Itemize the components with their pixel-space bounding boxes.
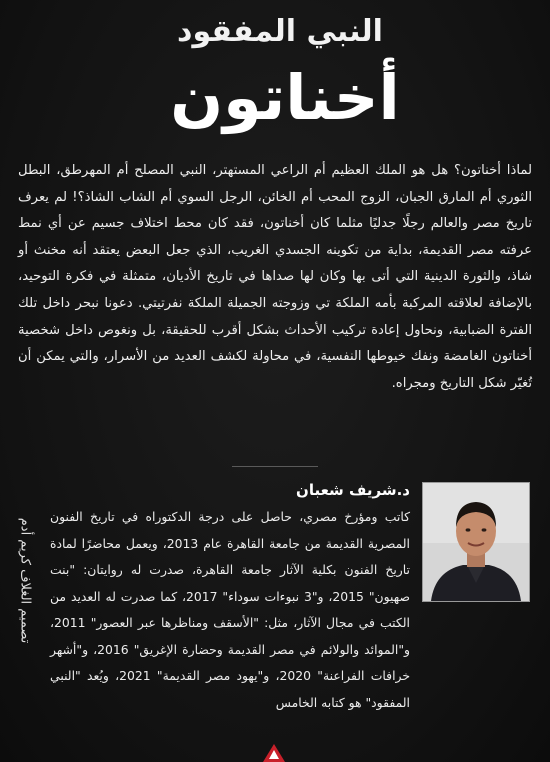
author-photo: [422, 482, 530, 602]
divider: [232, 466, 318, 467]
author-bio-text: كاتب ومؤرخ مصري، حاصل على درجة الدكتوراه في تاريخ الفنون المصرية القديمة من جامعة القاهرة عام 2013، ويعمل محاضرًا لمادة تاريخ الفنون بكلية الآثار جامعة القاهرة، صدرت له روايتان: "بنت صهيون" 2015، و"3 نبوءات سوداء" 2017، كما صدرت له العديد من الكتب في مجال الآثار، مثل: "الأسقف ومناظرها عبر العصور" 2011، و"الموائد والولائم في مصر القديمة وحضارة الإغريق" 2016، و"أشهر خرافات الفراعنة" 2020، و"يهود مصر القديمة" 2021، ويُعد "النبي المفقود" هو كتابه الخامس: [50, 509, 411, 710]
synopsis: [18, 158, 532, 397]
book-subtitle: النبي المفقود: [177, 14, 383, 49]
cover-design-credit: [6, 480, 44, 680]
author-portrait: [423, 483, 529, 601]
synopsis-text: لماذا أخناتون؟ هل هو الملك العظيم أم الراعي المستهتر، النبي المصلح أم المهرطق، البطل الثوري أم المارق الجبان، الزوج المحب أم الخائن، الرجل السوي أم الشاب الشاذ؟! لم يعرف تاريخ مصر والعالم رجلًا جدليًا مثلما كان أخناتون، فقد كان محط اختلاف جسيم عن أي نمط عرفته مصر القديمة، بداية من تكوينه الجسدي الغريب، الذي جعل البعض يعتقد أنه مخنث أو شاذ، والثورة الدينية التي أتى بها وكان لها صداها في تاريخ الأديان، متمثلة في فكرة التوحيد، بالإضافة لعلاقته المركبة بأمه الملكة تي وزوجته الجميلة الملكة نفرتيتي. دعونا نبحر داخل تلك الفترة الضبابية، ونحاول إعادة تركيب الأحداث بشكل أقرب للحقيقة، بل ونغوص داخل شخصية أخناتون الغامضة ونفك خيوطها النفسية، في محاولة لكشف العديد من الأسرار، والتي يمكن أن تُغيّر شكل التاريخ ومجراه.: [18, 163, 532, 391]
author-bio: [50, 504, 410, 716]
author-name: د.شريف شعبان: [296, 481, 410, 499]
book-title: أخناتون: [170, 61, 400, 134]
cover-design-credit-text: تصميم الغلاف كريم أدم: [17, 517, 33, 643]
publisher-logo-icon: [263, 744, 285, 762]
